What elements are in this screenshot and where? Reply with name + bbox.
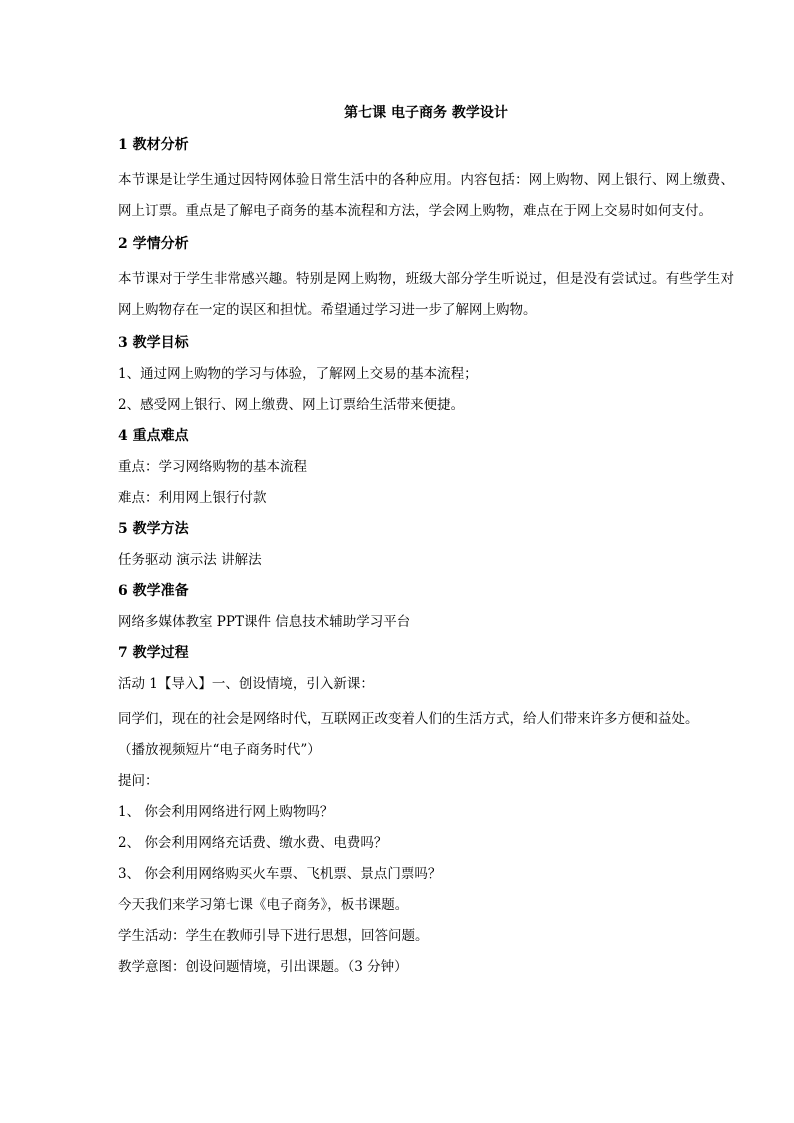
- section-heading: 6 教学准备: [118, 583, 189, 599]
- section-heading: 2 学情分析: [118, 236, 189, 252]
- list-item: 重点：学习网络购物的基本流程: [118, 459, 307, 475]
- activity-title: 活动 1【导入】一、创设情境，引入新课：: [118, 676, 374, 692]
- question-item: 2、 你会利用网络充话费、缴水费、电费吗？: [118, 835, 388, 851]
- section-paragraph: 本节课是让学生通过因特网体验日常生活中的各种应用。内容包括：网上购物、网上银行、网上缴费、网上订票。重点是了解电子商务的基本流程和方法，学会网上购物，难点在于网上交易时如何支付。: [118, 172, 734, 219]
- section-student-analysis: [118, 233, 734, 326]
- section-teaching-process: [118, 642, 734, 978]
- section-key-points: [118, 425, 734, 509]
- section-heading: 3 教学目标: [118, 335, 189, 351]
- question-item: 3、 你会利用网络购买火车票、飞机票、景点门票吗？: [118, 866, 442, 882]
- section-text: 任务驱动 演示法 讲解法: [118, 552, 262, 568]
- section-heading: 1 教材分析: [118, 137, 189, 153]
- teaching-intent-line: 教学意图：创设问题情境，引出课题。（3 分钟）: [118, 959, 408, 975]
- section-heading: 7 教学过程: [118, 645, 189, 661]
- list-item: 难点：利用网上银行付款: [118, 490, 267, 506]
- section-teaching-goals: [118, 332, 734, 416]
- question-item: 1、 你会利用网络进行网上购物吗？: [118, 804, 334, 820]
- intro-paragraph: 同学们，现在的社会是网络时代，互联网正改变着人们的生活方式，给人们带来许多方便和益处。: [118, 711, 699, 727]
- section-paragraph: 本节课对于学生非常感兴趣。特别是网上购物，班级大部分学生听说过，但是没有尝试过。有些学生对网上购物存在一定的误区和担忧。希望通过学习进一步了解网上购物。: [118, 271, 734, 318]
- section-teaching-preparation: [118, 580, 734, 633]
- question-label: 提问：: [118, 773, 159, 789]
- section-heading: 4 重点难点: [118, 428, 189, 444]
- section-text: 网络多媒体教室 PPT课件 信息技术辅助学习平台: [118, 614, 411, 630]
- video-note: （播放视频短片“电子商务时代”）: [118, 742, 321, 758]
- list-item: 1、通过网上购物的学习与体验，了解网上交易的基本流程；: [118, 366, 478, 382]
- section-teaching-methods: [118, 518, 734, 571]
- list-item: 2、感受网上银行、网上缴费、网上订票给生活带来便捷。: [118, 397, 465, 413]
- section-heading: 5 教学方法: [118, 521, 189, 537]
- document-title: 第七课 电子商务 教学设计: [344, 105, 508, 121]
- student-activity-line: 学生活动：学生在教师引导下进行思想，回答问题。: [118, 928, 429, 944]
- topic-line: 今天我们来学习第七课《电子商务》，板书课题。: [118, 897, 409, 913]
- section-teaching-material: [118, 134, 734, 227]
